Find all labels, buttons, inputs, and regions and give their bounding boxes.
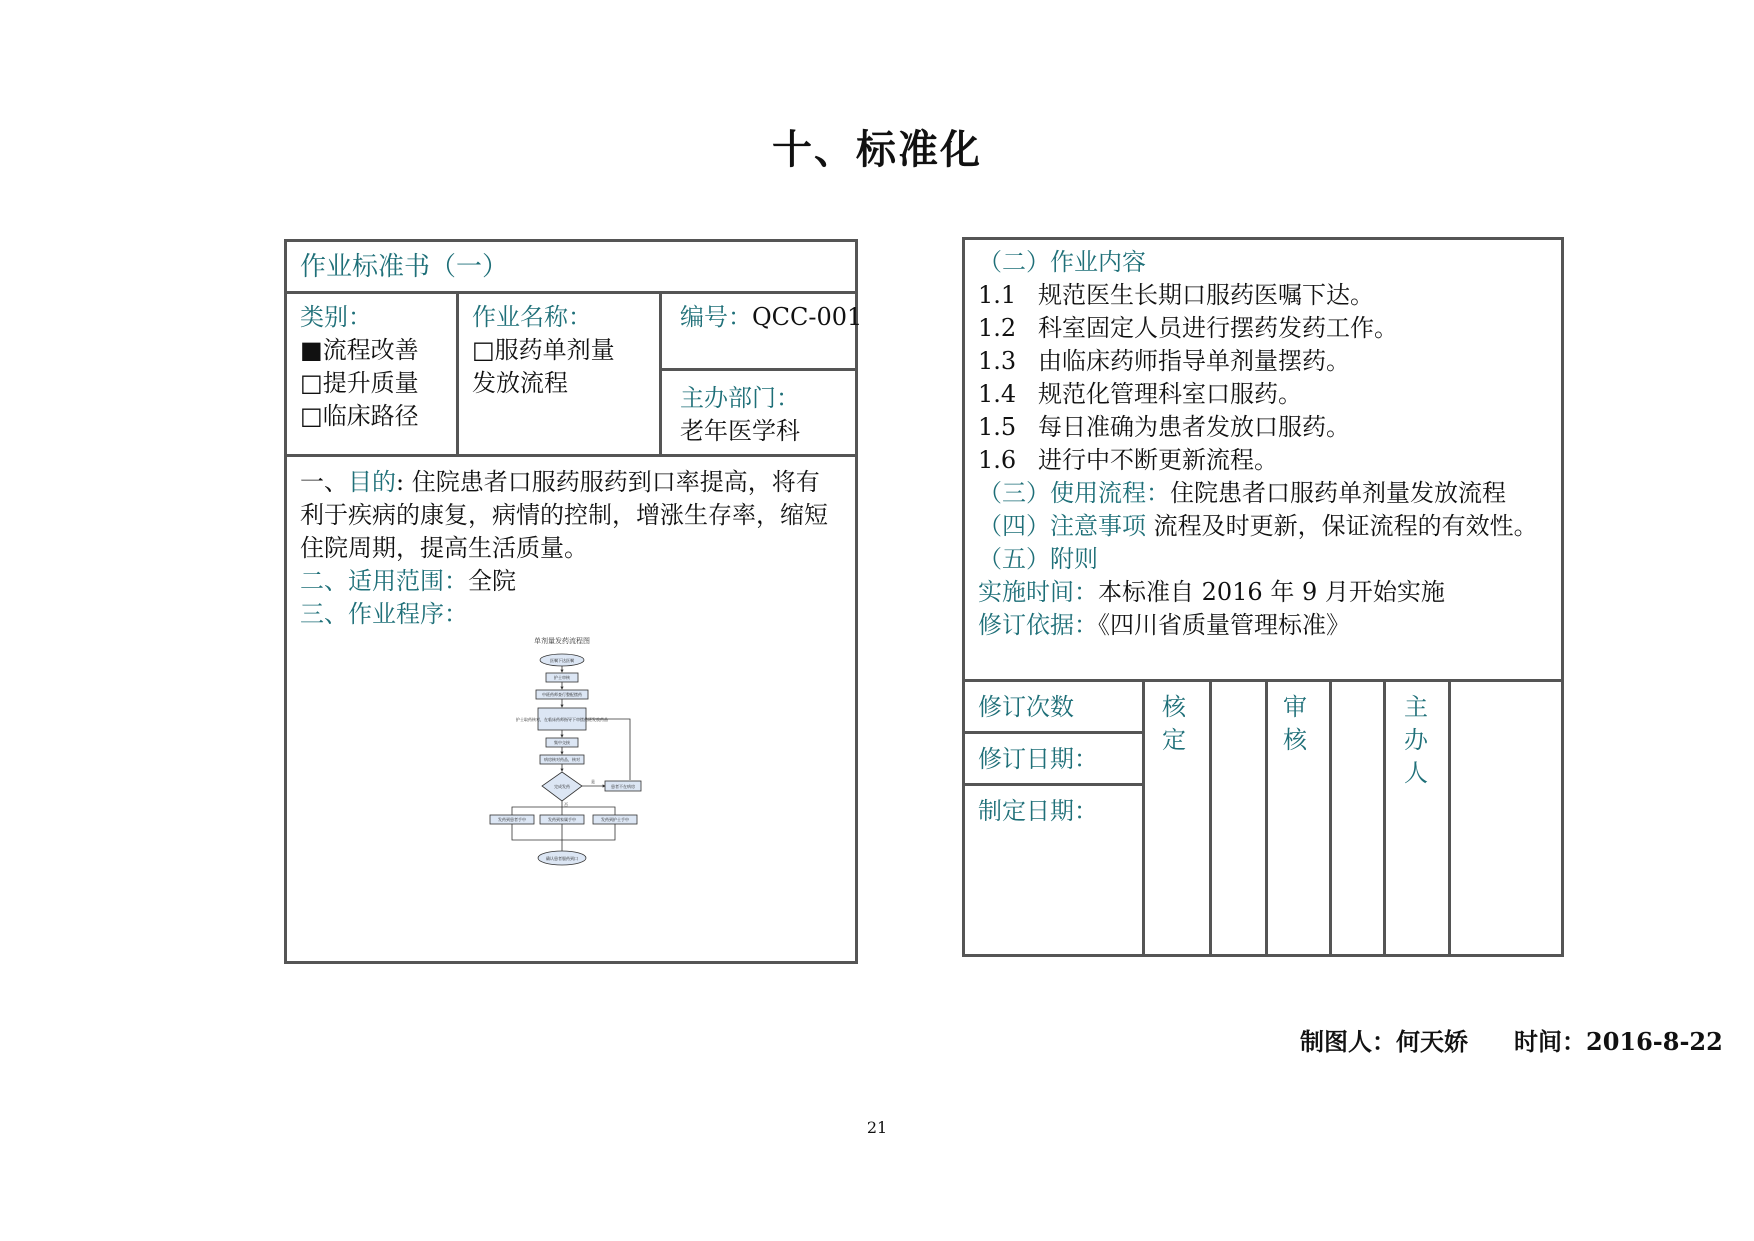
right-content-block <box>978 246 1558 642</box>
usage-label: （三）使用流程： <box>978 479 1170 507</box>
notes-label: （四）注意事项 <box>978 512 1146 540</box>
time-text: 时间：2016-8-22 <box>1514 1027 1723 1056</box>
number-label: 编号： <box>680 303 752 331</box>
revision-count-label: 修订次数 <box>978 693 1074 721</box>
flowchart-node-text: 发药到家属手中 <box>548 817 576 822</box>
impl-value: 本标准自 2016 年 9 月开始实施 <box>1098 578 1445 606</box>
impl-line <box>978 576 1558 609</box>
flowchart-title: 单剂量发药流程图 <box>534 637 590 645</box>
purpose-line2: 利于疾病的康复，病情的控制，增涨生存率，缩短 <box>300 501 828 529</box>
content-item-num: 1.5 <box>978 413 1017 441</box>
maker-text: 制图人：何天娇 <box>1300 1027 1468 1056</box>
category-option-label: 流程改善 <box>322 336 419 364</box>
department-block <box>680 382 800 448</box>
checkbox-empty-icon: □ <box>300 369 323 397</box>
flowchart-node-text: 病房核对药品，核对 <box>544 757 580 762</box>
check-label: 核定 <box>1162 693 1186 754</box>
purpose-text1: 住院患者口服药服药到口率提高，将有 <box>411 468 820 496</box>
number-value: QCC-001 <box>752 303 863 331</box>
flowchart-node-text: 护士审核 <box>554 675 570 680</box>
content-item-num: 1.3 <box>978 347 1017 375</box>
content-item <box>978 411 1558 444</box>
work-name-label: 作业名称： <box>472 303 592 331</box>
number-block <box>680 301 862 334</box>
usage-value: 住院患者口服药单剂量发放流程 <box>1170 479 1506 507</box>
flowchart-node-text: 中班药师查行整配摆药 <box>542 692 582 697</box>
department-value: 老年医学科 <box>680 417 800 445</box>
basis-line <box>978 609 1558 642</box>
content-item <box>978 279 1558 312</box>
category-option-pathway <box>300 400 419 433</box>
content-item <box>978 444 1558 477</box>
flowchart-node-text: 患者不在病房 <box>611 784 635 789</box>
revision-date-label: 修订日期： <box>978 745 1098 773</box>
left-card-header: 作业标准书（一） <box>300 252 509 282</box>
content-item-num: 1.4 <box>978 380 1017 408</box>
content-item-text: 每日准确为患者发放口服药。 <box>1038 413 1350 441</box>
work-name-line1: □服药单剂量 <box>472 336 615 364</box>
checkbox-empty-icon: □ <box>300 402 323 430</box>
scope-label: 二、适用范围： <box>300 567 468 595</box>
content-item-text: 规范化管理科室口服药。 <box>1038 380 1302 408</box>
content-item-num: 1.6 <box>978 446 1017 474</box>
flowchart-node-text: 医嘱下达医嘱 <box>550 658 574 663</box>
appendix-label: （五）附则 <box>978 545 1098 573</box>
footer <box>1300 1022 1723 1057</box>
work-name-line2: 发放流程 <box>472 369 568 397</box>
flowchart-yes-label: 是 <box>591 779 595 784</box>
purpose-block <box>300 466 855 631</box>
host-label: 主办人 <box>1404 693 1428 787</box>
basis-label: 修订依据： <box>978 611 1098 639</box>
check-value-cell <box>1209 679 1268 957</box>
page-title: 十、标准化 <box>772 126 982 173</box>
checkbox-filled-icon: ■ <box>300 336 323 364</box>
flowchart-thumbnail <box>470 635 680 885</box>
flowchart-svg <box>470 635 680 885</box>
purpose-line3: 住院周期，提高生活质量。 <box>300 534 588 562</box>
review-label: 审核 <box>1283 693 1307 754</box>
usage-line <box>978 477 1558 510</box>
flowchart-no-label: 否 <box>564 802 568 807</box>
department-label: 主办部门： <box>680 384 800 412</box>
flowchart-node-text: 发药到患者手中 <box>498 817 526 822</box>
flowchart-node-text: 完成发药 <box>554 784 570 789</box>
content-item-text: 科室固定人员进行摆药发药工作。 <box>1038 314 1398 342</box>
category-option-process <box>300 334 419 367</box>
scope-value: 全院 <box>468 567 516 595</box>
page-number: 21 <box>866 1118 888 1137</box>
notes-value: 流程及时更新，保证流程的有效性。 <box>1146 512 1538 540</box>
impl-label: 实施时间： <box>978 578 1098 606</box>
content-item-text: 由临床药师指导单剂量摆药。 <box>1038 347 1350 375</box>
category-option-quality <box>300 367 419 400</box>
purpose-colon: : <box>396 468 412 496</box>
made-date-label: 制定日期： <box>978 797 1098 825</box>
review-value-cell <box>1329 679 1386 957</box>
purpose-line1 <box>300 466 855 499</box>
content-item-num: 1.2 <box>978 314 1017 342</box>
work-name-block <box>472 301 615 400</box>
purpose-prefix: 一、 <box>300 468 348 496</box>
flowchart-node-text: 护士取药核对，在临床药师指导下审摆药班发放药品 <box>516 717 608 722</box>
content-item <box>978 312 1558 345</box>
flowchart-node-text: 集中交接 <box>554 740 570 745</box>
category-option-label: 提升质量 <box>322 369 419 397</box>
content-item-text: 规范医生长期口服药医嘱下达。 <box>1038 281 1374 309</box>
host-value-cell <box>1448 679 1564 957</box>
content-header: （二）作业内容 <box>978 248 1146 276</box>
content-item-num: 1.1 <box>978 281 1017 309</box>
category-option-label: 临床路径 <box>322 402 419 430</box>
content-item <box>978 345 1558 378</box>
category-label: 类别： <box>300 303 372 331</box>
category-block <box>300 301 419 433</box>
content-item-text: 进行中不断更新流程。 <box>1038 446 1278 474</box>
basis-value: 《四川省质量管理标准》 <box>1098 611 1350 639</box>
scope-line <box>300 565 855 598</box>
procedure-label: 三、作业程序： <box>300 600 468 628</box>
content-item <box>978 378 1558 411</box>
purpose-label: 目的 <box>348 468 396 496</box>
notes-line <box>978 510 1558 543</box>
flowchart-node-text: 确认患者服药到口 <box>546 856 578 861</box>
flowchart-node-text: 发药到护士手中 <box>601 817 629 822</box>
